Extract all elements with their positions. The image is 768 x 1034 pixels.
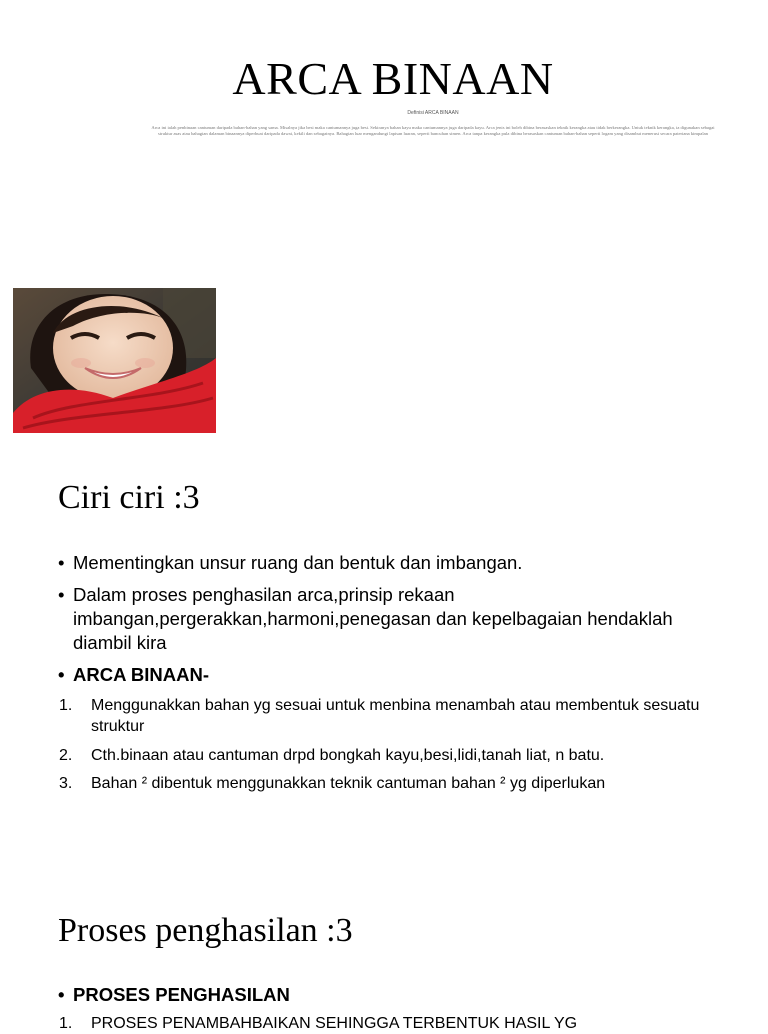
- bullet-item-bold: [58, 983, 673, 1007]
- definition-title: Definisi ARCA BINAAN: [407, 110, 459, 116]
- numbered-item: [59, 695, 711, 737]
- bullet-item: [58, 583, 673, 655]
- item-number: 1.: [59, 697, 73, 714]
- item-text: Menggunakkan bahan yg sesuai untuk menbina menambah atau membentuk sesuatu struktur: [91, 697, 700, 735]
- bullet-text: ARCA BINAAN-: [73, 664, 209, 685]
- bullet-icon: •: [58, 552, 65, 573]
- item-number: 2.: [59, 747, 73, 764]
- bullet-icon: •: [58, 664, 65, 685]
- numbered-item: [59, 745, 711, 766]
- item-number: 1.: [59, 1015, 73, 1032]
- portrait-photo: [13, 288, 216, 433]
- bullet-text: Dalam proses penghasilan arca,prinsip rekaan imbangan,pergerakkan,harmoni,penegasan dan kepelbagaian hendaklah diambil kira: [73, 584, 673, 653]
- page-title: ARCA BINAAN: [232, 53, 554, 104]
- bullet-text: PROSES PENGHASILAN: [73, 984, 290, 1005]
- bullet-text: Mementingkan unsur ruang dan bentuk dan imbangan.: [73, 552, 523, 573]
- item-text: Cth.binaan atau cantuman drpd bongkah kayu,besi,lidi,tanah liat, n batu.: [91, 747, 605, 764]
- bullet-item: [58, 551, 673, 575]
- section-heading-proses: Proses penghasilan :3: [58, 912, 353, 949]
- item-text: PROSES PENAMBAHBAIKAN SEHINGGA TERBENTUK HASIL YG: [91, 1015, 578, 1032]
- numbered-item: [59, 773, 711, 794]
- item-number: 3.: [59, 775, 73, 792]
- definition-text: Arca ini ialah penbinaan cantuman daripada bahan-bahan yang sama. Misalnya jika besi maka cantumannya juga besi. Sekiranya bahan kayu maka cantumannya juga daripada kayu. Arca jenis ini boleh dibina berasaskan teknik kerangka atau tidak berkerangka. Untuk teknik kerangka, ia digunakan sebagai struktur asas atau bahagian dalaman binaannya diperbuat daripada dawai, kekili dan sebagainya. Bahagian luar mengandungi lapisan luaran, seperti bancuhan simen. Arca tanpa kerangka pula dibina berasaskan cantuman bahan-bahan seperti logam yang disambut menerusi secara pateriana kimpalan: [151, 125, 715, 136]
- bullet-icon: •: [58, 584, 65, 605]
- section-heading-ciri: Ciri ciri :3: [58, 479, 200, 516]
- bullet-item-bold: [58, 663, 673, 687]
- item-text: Bahan ² dibentuk menggunakkan teknik cantuman bahan ² yg diperlukan: [91, 775, 606, 792]
- bullet-icon: •: [58, 984, 65, 1005]
